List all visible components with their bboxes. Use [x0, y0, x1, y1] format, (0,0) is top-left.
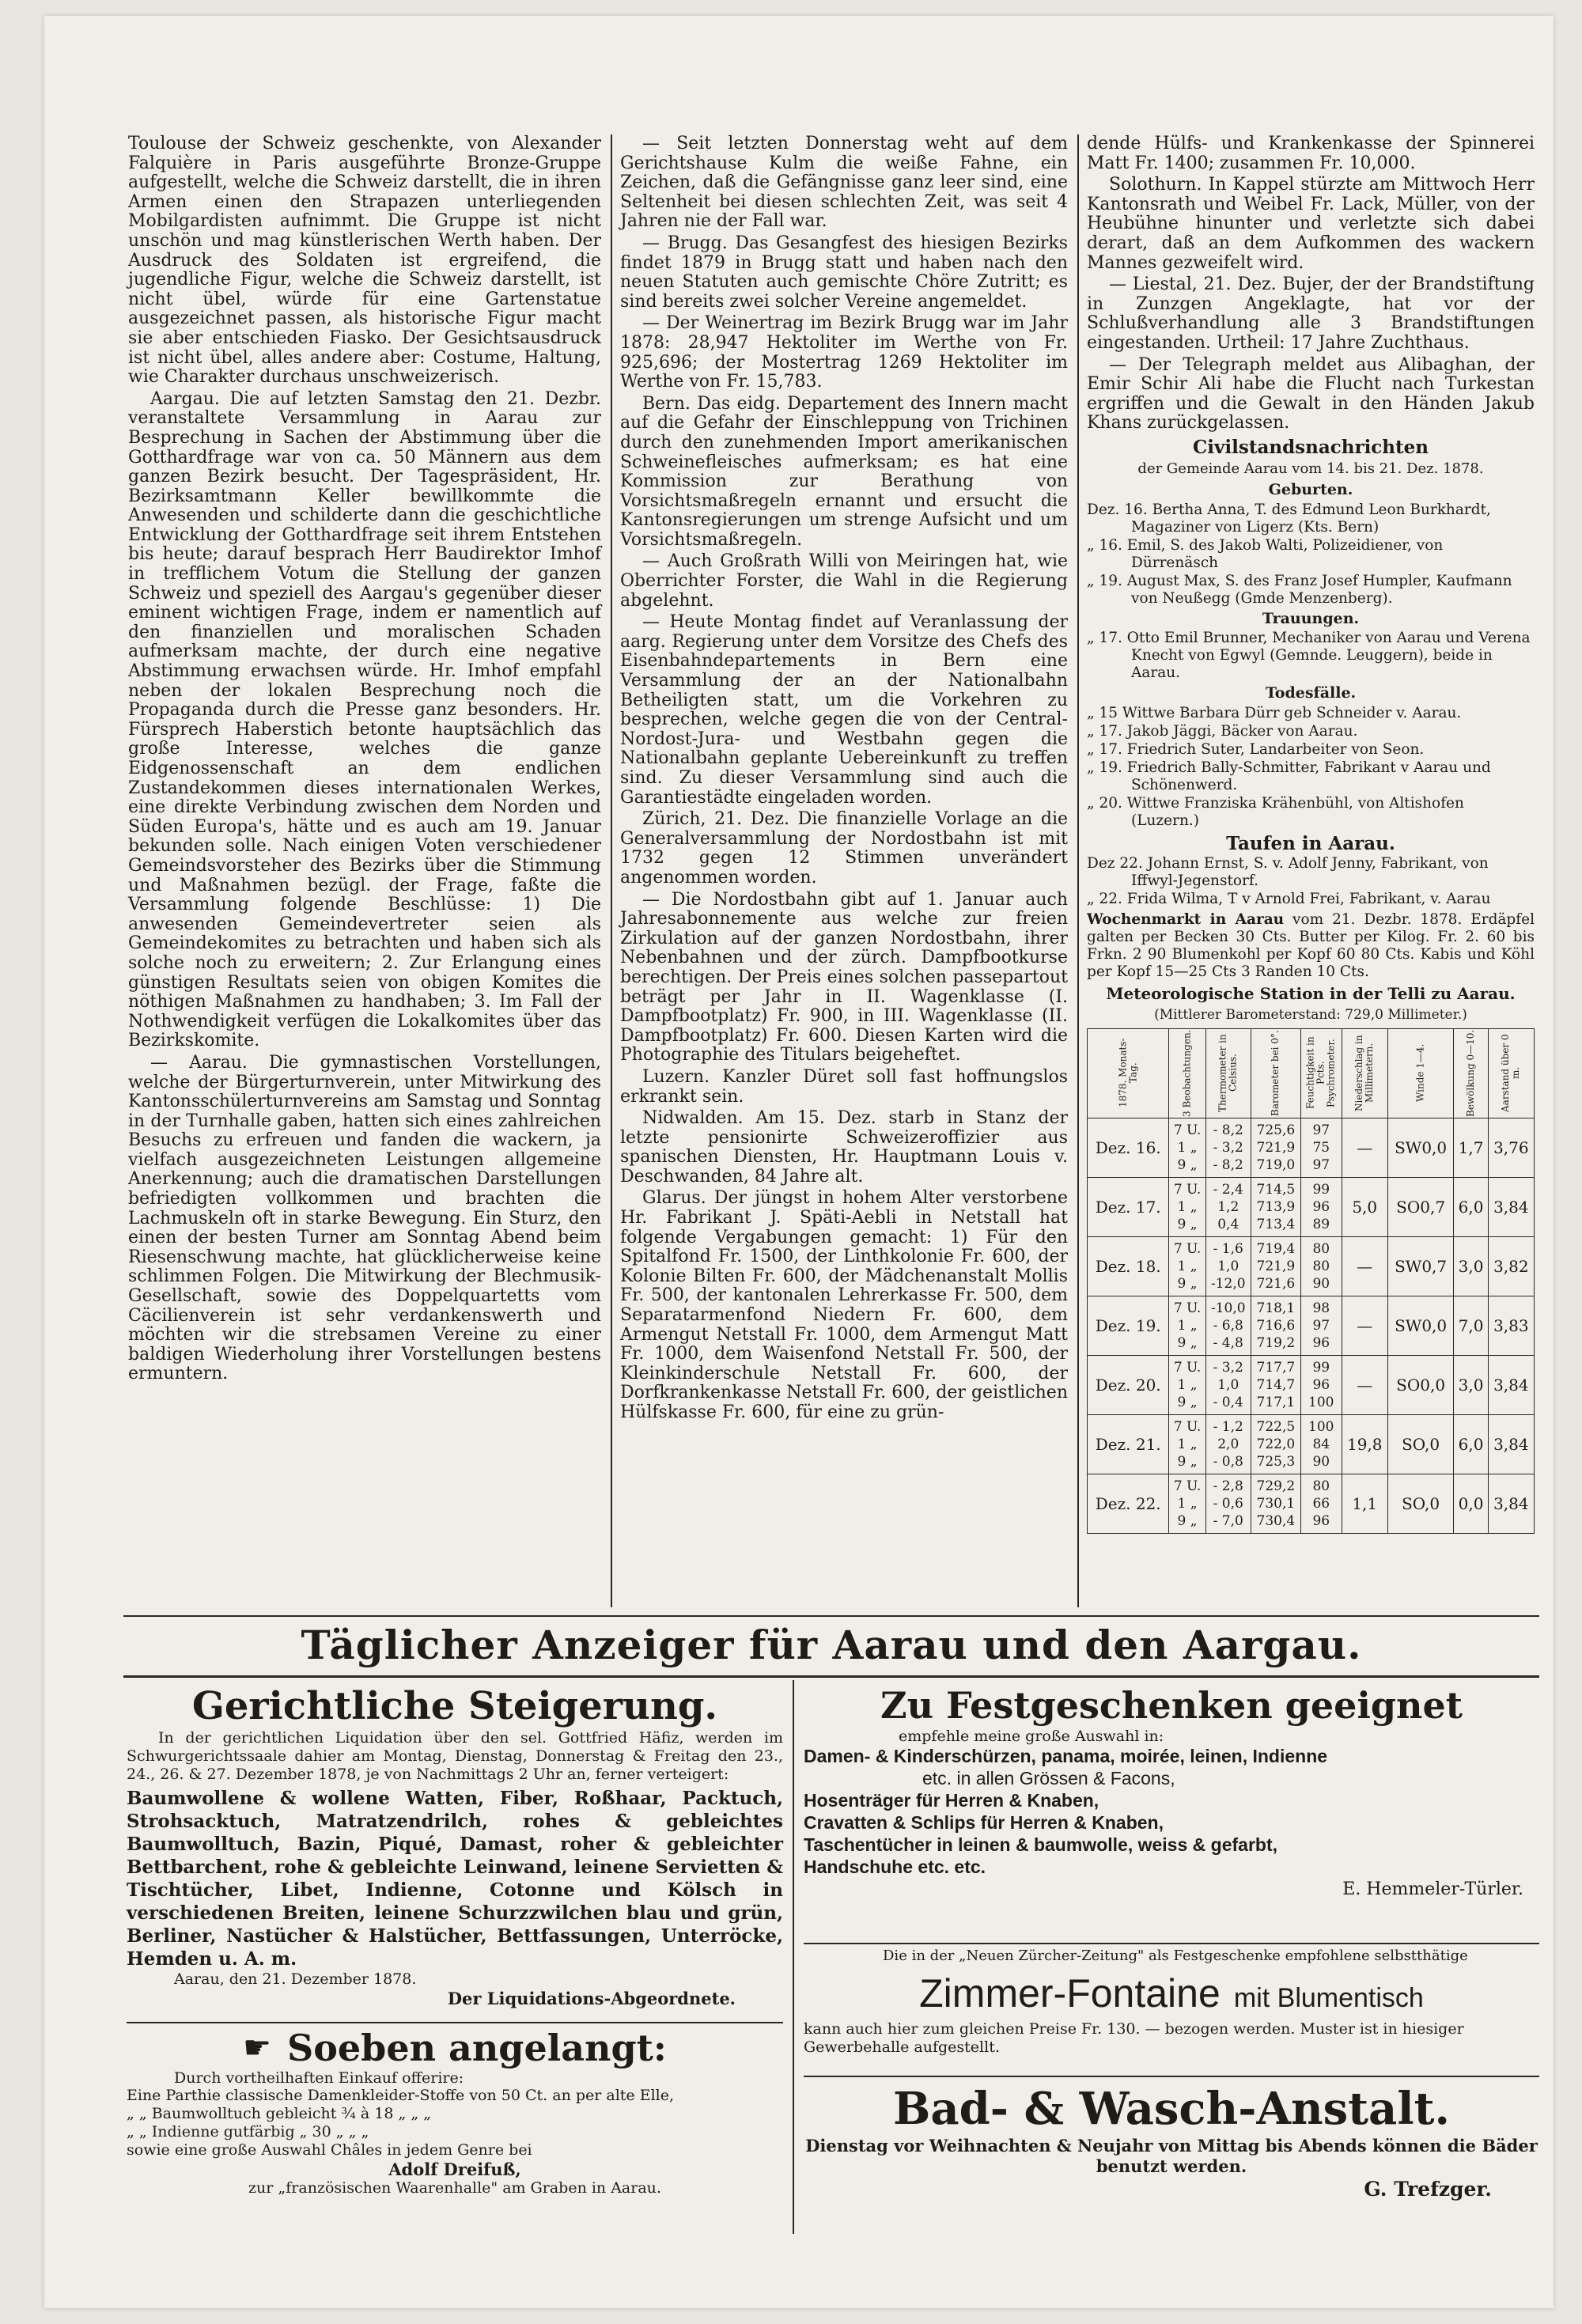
meteo-header: Aarstand über 0 m.	[1488, 1028, 1534, 1118]
table-cell-day: Dez. 16.	[1088, 1118, 1169, 1177]
column-3	[1087, 134, 1535, 1534]
ad-title-row	[804, 1970, 1539, 2017]
table-row	[1088, 1177, 1535, 1236]
table-cell-day: Dez. 17.	[1088, 1177, 1169, 1236]
ad-line: Handschuhe etc. etc.	[804, 1857, 986, 1877]
ad-gift-items	[804, 1683, 1539, 1902]
table-cell-cloud: 6,0	[1454, 1177, 1488, 1236]
table-cell-wind: SO,0	[1387, 1474, 1454, 1533]
article-glarus: Glarus. Der jüngst in hohem Alter verstorbene Hr. Fabrikant J. Späti-Aebli in Netstall hat folgende Vergabungen gemacht: 1) Für den Spitalfond Fr. 1500, der Linthkolonie Fr. 600, der Kolonie Bilten Fr. 600, der Mädchenanstalt Mollis Fr. 500, der kantonalen Lehrerkasse Fr. 500, dem Separatarmenfond Niedern Fr. 600, dem Armengut Netstall Fr. 1000, dem Armengut Matt Fr. 1000, dem Waisenfond Netstall Fr. 500, der Kleinkinderschule Netstall Fr. 600, der Dorfkrankenkasse Netstall Fr. 600, der geistlichen Hülfskasse Fr. 600, für eine zu grün-	[620, 1188, 1068, 1422]
table-cell-obs: 7 U. 1 „ 9 „	[1169, 1414, 1205, 1474]
table-cell-river: 3,84	[1488, 1474, 1534, 1533]
list-item: „ 16. Emil, S. des Jakob Walti, Polizeidiener, von Dürrenäsch	[1087, 536, 1444, 571]
meteo-table	[1087, 1028, 1535, 1534]
article-brugg-song: — Brugg. Das Gesangfest des hiesigen Bezirks findet 1879 in Brugg statt und haben nach den neuen Statuten auch gemischte Chöre Zutritt; es sind bereits zwei solcher Vereine angemeldet.	[620, 233, 1068, 312]
list-item: „ 17. Jakob Jäggi, Bäcker von Aarau.	[1087, 722, 1358, 740]
table-cell-cloud: 1,7	[1454, 1118, 1488, 1177]
ad-line: „ „ Baumwolltuch gebleicht ¾ à 18 „ „ „	[127, 2105, 432, 2122]
ad-lead: In der gerichtlichen Liquidation über den sel. Gottfried Häfiz, werden im Schwurgerichtssaale dahier am Montag, Dienstag, Donnerstag & Freitag den 23., 24., 26. & 27. Dezember 1878, je von Nachmittags 2 Uhr an, ferner verteigert:	[127, 1729, 783, 1783]
ad-subtitle: mit Blumentisch	[1233, 1983, 1424, 2013]
pointing-hand-icon: ☛	[243, 2030, 271, 2066]
table-cell-temp: - 1,6 1,0 -12,0	[1205, 1236, 1251, 1296]
article-nationalbahn: — Heute Montag findet auf Veranlassung der aarg. Regierung unter dem Vorsitze des Chefs des Eisenbahndepartements in Bern eine Versammlung der an der Nationalbahn Betheiligten statt, um die Vorkehren zu besprechen, welche gegen die von der Central-Nordost-Jura- und Westbahn gegen die Nationalbahn geplante Uebereinkunft zu treffen sind. Zu dieser Versammlung sind auch die Garantiestädte eingeladen worden.	[620, 612, 1068, 808]
meteo-table-body	[1088, 1118, 1535, 1533]
table-cell-obs: 7 U. 1 „ 9 „	[1169, 1177, 1205, 1236]
table-cell-baro: 718,1 716,6 719,2	[1251, 1296, 1300, 1355]
ad-lead: empfehle meine große Auswahl in:	[899, 1728, 1164, 1745]
market-text: vom 21. Dezbr. 1878. Erdäpfel galten per Becken 30 Cts. Butter per Kilog. Fr. 2. 60 bis Frkn. 2 90 Blumenkohl per Kopf 60 80 Cts. Kabis und Köhl per Kopf 15—25 Cts 3 Randen 10 Cts.	[1087, 911, 1535, 981]
article-telegraph: — Der Telegraph meldet aus Alibaghan, der Emir Schir Ali habe die Flucht nach Turkestan ergriffen und die Gewalt in den Händen Jakub Khans zurückgelassen.	[1087, 354, 1535, 433]
table-cell-rain: —	[1342, 1355, 1387, 1414]
table-cell-cloud: 3,0	[1454, 1236, 1488, 1296]
ad-signature: Der Liquidations-Abgeordnete.	[447, 1989, 736, 2008]
article-nordostbahn: — Die Nordostbahn gibt auf 1. Januar auch Jahresabonnemente aus welche zur freien Zirkulation auf der ganzen Nordostbahn, ihrer Nebenbahnen und der zürch. Dampfbootkurse berechtigen. Der Preis eines solchen passepartout beträgt per Jahr in II. Wagenklasse (I. Dampfbootplatz) Fr. 900, in III. Wagenklasse (II. Dampfbootplatz) Fr. 600. Diesen Karten wird die Photographie des Titulars beigeheftet.	[620, 889, 1068, 1065]
article-aargau-gotthard: Aargau. Die auf letzten Samstag den 21. Dezbr. veranstaltete Versammlung in Aarau zur Besprechung in Sachen der Abstimmung über die Gotthardfrage war von ca. 50 Männern aus dem ganzen Bezirk besucht. Der Tagespräsident, Hr. Bezirksamtmann Keller bewillkommte die Anwesenden und schilderte dann die geschichtliche Entwicklung der Gotthardfrage seit ihrem Entstehen bis heute; darauf besprach Herr Baudirektor Imhof in trefflichem Votum die Stellung der ganzen Schweiz und speziell des Aargau's gegenüber dieser eminent wichtigen Frage, indem er namentlich auf den finanziellen und moralischen Schaden aufmerksam machte, der durch eine negative Abstimmung erwachsen würde. Hr. Imhof empfahl neben der lokalen Besprechung noch die Propaganda durch die Presse ganz besonders. Hr. Fürsprech Haberstich betonte hauptsächlich das große Interesse, welches die ganze Eidgenossenschaft an dem endlichen Zustandekommen dieses internationalen Werkes, eine direkte Verbindung zwischen dem Norden und Süden Europa's, hätte und es auch am 19. Januar bekunden solle. Nach einigen Voten verschiedener Gemeindsvorsteher des Bezirks über die Stimmung und Maßnahmen bezügl. der Frage, faßte die Versammlung folgende Beschlüsse: 1) Die anwesenden Gemeindevertreter seien als Gemeindekomites zu betrachten und haben sich als solche noch zu erweitern; 2. Zur Erlangung eines günstigen Resultats seien von obigen Komites die nöthigen Maßnahmen zu handhaben; 3. Im Fall der Nothwendigkeit verfügen die Lokalkomites über das Bezirkskomite.	[128, 388, 601, 1051]
table-cell-baro: 714,5 713,9 713,4	[1251, 1177, 1300, 1236]
meteo-header: Thermometer in Celsius.	[1205, 1028, 1251, 1118]
table-cell-cloud: 0,0	[1454, 1474, 1488, 1533]
table-cell-river: 3,82	[1488, 1236, 1534, 1296]
ad-title: Bad- & Wasch-Anstalt.	[893, 2083, 1450, 2135]
list-item: Dez. 16. Bertha Anna, T. des Edmund Leon Burkhardt, Magaziner von Ligerz (Kts. Bern)	[1087, 501, 1491, 536]
column-divider	[611, 134, 612, 1607]
table-cell-temp: -10,0 - 6,8 - 4,8	[1205, 1296, 1251, 1355]
meteo-header: Barometer bei 0°.	[1251, 1028, 1300, 1118]
ad-title: Soeben angelangt:	[287, 2027, 667, 2069]
list-item: „ 22. Frida Wilma, T v Arnold Frei, Fabrikant, v. Aarau	[1087, 891, 1491, 908]
table-cell-rain: 19,8	[1342, 1414, 1387, 1474]
table-row	[1088, 1296, 1535, 1355]
table-cell-hum: 99 96 89	[1300, 1177, 1342, 1236]
table-cell-baro: 722,5 722,0 725,3	[1251, 1414, 1300, 1474]
ad-separator	[804, 2076, 1539, 2077]
list-item: Dez 22. Johann Ernst, S. v. Adolf Jenny, Fabrikant, von Iffwyl-Jegenstorf.	[1087, 855, 1489, 890]
ad-body: kann auch hier zum gleichen Preise Fr. 130. — bezogen werden. Muster ist in hiesiger Gewerbehalle aufgestellt.	[804, 2020, 1464, 2056]
table-cell-wind: SW0,0	[1387, 1296, 1454, 1355]
meteo-header: Feuchtigkeit in Pcts. Psychrometer.	[1300, 1028, 1342, 1118]
ad-address: zur „französischen Waarenhalle" am Graben in Aarau.	[248, 2179, 661, 2197]
weekly-market	[1087, 911, 1535, 981]
article-aarau-gymnastics: — Aarau. Die gymnastischen Vorstellungen, welche der Bürgerturnverein, unter Mitwirkung des Kantonsschülerturnvereins am Samstag und Sonntag in der Turnhalle gaben, hatten sich eines zahlreichen Besuchs zu erfreuen und fanden die wackern, ja vielfach ausgezeichneten Leistungen allgemeine Anerkennung; auch die dramatischen Darstellungen befriedigten vollkommen und brachten die Lachmuskeln oft in starke Bewegung. Ein Sturz, den einen der besten Turner am Sonntag Abend beim Riesenschwung machte, hat glücklicherweise keine schlimmen Folgen. Die Mitwirkung der Blechmusik-Gesellschaft, sowie des Doppelquartetts vom Cäcilienverein ist sehr verdankenswerth und möchten wir die strebsamen Vereine zu einer baldigen Wiederholung ihrer Vorstellungen bestens ermuntern.	[128, 1052, 601, 1384]
civil-registry-title: Civilstandsnachrichten	[1192, 436, 1429, 458]
table-cell-day: Dez. 22.	[1088, 1474, 1169, 1533]
table-cell-rain: 1,1	[1342, 1474, 1387, 1533]
table-cell-temp: - 2,8 - 0,6 - 7,0	[1205, 1474, 1251, 1533]
table-cell-cloud: 6,0	[1454, 1414, 1488, 1474]
newspaper-page	[44, 16, 1554, 2308]
ad-title-row	[127, 2027, 783, 2069]
table-cell-hum: 80 66 96	[1300, 1474, 1342, 1533]
ad-divider	[793, 1680, 794, 2234]
ad-date: Aarau, den 21. Dezember 1878.	[174, 1970, 417, 1988]
ad-signature: G. Trefzger.	[1364, 2178, 1492, 2201]
table-cell-wind: SO0,7	[1387, 1177, 1454, 1236]
table-cell-river: 3,84	[1488, 1177, 1534, 1236]
list-item: „ 19. Friedrich Bally-Schmitter, Fabrikant v Aarau und Schönenwerd.	[1087, 759, 1491, 793]
ad-line: etc. in allen Grössen & Facons,	[922, 1768, 1175, 1788]
table-cell-day: Dez. 18.	[1088, 1236, 1169, 1296]
ad-separator	[804, 1943, 1539, 1944]
table-cell-day: Dez. 20.	[1088, 1355, 1169, 1414]
ad-court-auction	[127, 1683, 783, 2008]
article-brugg-wine: — Der Weinertrag im Bezirk Brugg war im Jahr 1878: 28,947 Hektoliter im Werthe von Fr. 925,696; der Mostertrag 1269 Hektoliter im Werthe von Fr. 15,783.	[620, 313, 1068, 392]
banner-rule-bottom	[123, 1675, 1539, 1678]
meteo-title: Meteorologische Station in der Telli zu Aarau.	[1106, 984, 1516, 1004]
table-cell-temp: - 1,2 2,0 - 0,8	[1205, 1414, 1251, 1474]
table-cell-obs: 7 U. 1 „ 9 „	[1169, 1118, 1205, 1177]
table-cell-obs: 7 U. 1 „ 9 „	[1169, 1296, 1205, 1355]
ad-line: Hosenträger für Herren & Knaben,	[804, 1790, 1099, 1811]
column-2	[620, 134, 1068, 1425]
table-cell-temp: - 3,2 1,0 - 0,4	[1205, 1355, 1251, 1414]
ad-lead: Die in der „Neuen Zürcher-Zeitung" als Festgeschenke empfohlene selbstthätige	[883, 1947, 1468, 1964]
table-row	[1088, 1118, 1535, 1177]
ad-line: Eine Parthie classische Damenkleider-Stoffe von 50 Ct. an per alte Elle,	[127, 2087, 675, 2104]
table-cell-baro: 717,7 714,7 717,1	[1251, 1355, 1300, 1414]
table-cell-river: 3,76	[1488, 1118, 1534, 1177]
ad-title: Gerichtliche Steigerung.	[191, 1684, 718, 1728]
marriages-heading: Trauungen.	[1262, 609, 1360, 627]
ad-room-fountain	[804, 1947, 1539, 2057]
list-item: „ 17. Friedrich Suter, Landarbeiter von Seon.	[1087, 740, 1425, 758]
table-cell-rain: —	[1342, 1296, 1387, 1355]
table-cell-temp: - 2,4 1,2 0,4	[1205, 1177, 1251, 1236]
ad-line: sowie eine große Auswahl Châles in jedem Genre bei	[127, 2141, 532, 2159]
table-cell-temp: - 8,2 - 3,2 - 8,2	[1205, 1118, 1251, 1177]
ad-line: Damen- & Kinderschürzen, panama, moirée, leinen, Indienne	[804, 1746, 1328, 1766]
table-cell-day: Dez. 21.	[1088, 1414, 1169, 1474]
table-cell-wind: SW0,7	[1387, 1236, 1454, 1296]
civil-registry-subtitle: der Gemeinde Aarau vom 14. bis 21. Dez. 1878.	[1137, 460, 1484, 477]
births-heading: Geburten.	[1268, 481, 1353, 499]
column-1	[128, 134, 601, 1387]
ad-title: Zu Festgeschenken geeignet	[880, 1684, 1463, 1727]
table-cell-baro: 719,4 721,9 721,6	[1251, 1236, 1300, 1296]
article-kulm: — Seit letzten Donnerstag weht auf dem Gerichtshause Kulm die weiße Fahne, ein Zeichen, daß die Gefängnisse ganz leer sind, eine Seltenheit bei diesen schlechten Zeit, was seit 4 Jahren nie der Fall war.	[620, 134, 1068, 232]
table-cell-obs: 7 U. 1 „ 9 „	[1169, 1474, 1205, 1533]
meteo-header: Winde 1—4.	[1387, 1028, 1454, 1118]
ad-items: Baumwollene & wollene Watten, Fiber, Roßhaar, Packtuch, Strohsacktuch, Matratzendrilch, rohes & gebleichtes Baumwolltuch, Bazin, Piqué, Damast, roher & gebleichter Bettbarchent, rohe & gebleichte Leinwand, leinene Servietten & Tischtücher, Libet, Indienne, Cotonne und Kölsch in verschiedenen Breiten, leinene Schurzzwilchen blau und grün, Berliner, Nastücher & Halstücher, Bettfassungen, Unterröcke, Hemden u. A. m.	[127, 1788, 783, 1970]
article-glarus-cont: dende Hülfs- und Krankenkasse der Spinnerei Matt Fr. 1400; zusammen Fr. 10,000.	[1087, 134, 1535, 173]
deaths-heading: Todesfälle.	[1265, 684, 1357, 702]
table-row	[1088, 1236, 1535, 1296]
table-cell-day: Dez. 19.	[1088, 1296, 1169, 1355]
table-cell-hum: 98 97 96	[1300, 1296, 1342, 1355]
ad-line: Cravatten & Schlips für Herren & Knaben,	[804, 1812, 1164, 1833]
list-item: „ 17. Otto Emil Brunner, Mechaniker von Aarau und Verena Knecht von Egwyl (Gemnde. Leuggern), beide in Aarau.	[1087, 630, 1531, 682]
table-cell-rain: —	[1342, 1236, 1387, 1296]
ad-line: Taschentücher in leinen & baumwolle, weiss & gefarbt,	[804, 1834, 1277, 1855]
column-divider	[1077, 134, 1079, 1607]
list-item: „ 15 Wittwe Barbara Dürr geb Schneider v. Aarau.	[1087, 704, 1462, 721]
table-row	[1088, 1474, 1535, 1533]
table-cell-hum: 100 84 90	[1300, 1414, 1342, 1474]
meteo-subtitle: (Mittlerer Barometerstand: 729,0 Millimeter.)	[1154, 1007, 1467, 1024]
table-cell-wind: SO,0	[1387, 1414, 1454, 1474]
meteo-header: 3 Beobachtungen.	[1169, 1028, 1205, 1118]
article-zurich: Zürich, 21. Dez. Die finanzielle Vorlage an die Generalversammlung der Nordostbahn ist mit 1732 gegen 12 Stimmen unverändert angenommen worden.	[620, 809, 1068, 888]
table-cell-river: 3,84	[1488, 1355, 1534, 1414]
list-item: „ 19. August Max, S. des Franz Josef Humpler, Kaufmann von Neußegg (Gmde Menzenberg).	[1087, 572, 1512, 607]
ad-title: Zimmer-Fontaine	[919, 1971, 1221, 2016]
table-cell-baro: 729,2 730,1 730,4	[1251, 1474, 1300, 1533]
article-luzern: Luzern. Kanzler Düret soll fast hoffnungslos erkrankt sein.	[620, 1066, 1068, 1107]
table-cell-rain: —	[1342, 1118, 1387, 1177]
table-cell-hum: 80 80 90	[1300, 1236, 1342, 1296]
meteo-header: Bewölkung 0—10.	[1454, 1028, 1488, 1118]
market-lead: Wochenmarkt in Aarau	[1087, 911, 1285, 929]
ad-body: Dienstag vor Weihnachten & Neujahr von Mittag bis Abends können die Bäder benutzt werden.	[805, 2136, 1538, 2176]
article-solothurn: Solothurn. In Kappel stürzte am Mittwoch Herr Kantonsrath und Weibel Fr. Lack, Müller, von der Heubühne hinunter und verletzte sich dabei derart, daß an dem Aufkommen des wackern Mannes gezweifelt wird.	[1087, 175, 1535, 273]
ad-name: Adolf Dreifuß,	[388, 2159, 521, 2179]
table-cell-river: 3,84	[1488, 1414, 1534, 1474]
table-cell-hum: 97 75 97	[1300, 1118, 1342, 1177]
meteo-header: 1878. Monats-Tag.	[1088, 1028, 1169, 1118]
table-cell-cloud: 3,0	[1454, 1355, 1488, 1414]
banner-title: Täglicher Anzeiger für Aarau und den Aargau.	[301, 1622, 1362, 1668]
ad-signature: E. Hemmeler-Türler.	[1342, 1879, 1523, 1899]
meteo-header: Niederschlag in Millimetern.	[1342, 1028, 1387, 1118]
article-nidwalden: Nidwalden. Am 15. Dez. starb in Stanz der letzte pensionirte Schweizeroffizier aus spanischen Diensten, Hr. Hauptmann Louis v. Deschwanden, 84 Jahre alt.	[620, 1108, 1068, 1187]
table-cell-obs: 7 U. 1 „ 9 „	[1169, 1355, 1205, 1414]
ad-just-arrived	[127, 2027, 783, 2197]
baptisms-heading: Taufen in Aarau.	[1226, 832, 1395, 854]
article-liestal: — Liestal, 21. Dez. Bujer, der der Brandstiftung in Zunzgen Angeklagte, hat vor der Schlußverhandlung alle 3 Brandstiftungen eingestanden. Urtheil: 17 Jahre Zuchthaus.	[1087, 274, 1535, 353]
ad-line: „ „ Indienne gutfärbig „ 30 „ „ „	[127, 2123, 369, 2140]
ad-bath-house	[804, 2082, 1539, 2202]
ad-separator	[127, 2022, 783, 2023]
table-cell-rain: 5,0	[1342, 1177, 1387, 1236]
table-cell-river: 3,83	[1488, 1296, 1534, 1355]
ad-lead: Durch vortheilhaften Einkauf offerire:	[174, 2069, 464, 2087]
table-row	[1088, 1355, 1535, 1414]
article-willi: — Auch Großrath Willi von Meiringen hat, wie Oberrichter Forster, die Wahl in die Regierung abgelehnt.	[620, 551, 1068, 611]
banner-rule-top	[123, 1615, 1539, 1617]
table-row	[1088, 1414, 1535, 1474]
table-cell-hum: 99 96 100	[1300, 1355, 1342, 1414]
table-cell-wind: SW0,0	[1387, 1118, 1454, 1177]
list-item: „ 20. Wittwe Franziska Krähenbühl, von Altishofen (Luzern.)	[1087, 794, 1464, 829]
article-bronze-group: Toulouse der Schweiz geschenkte, von Alexander Falquière in Paris ausgeführte Bronze-Gruppe aufgestellt, welche die Schweiz darstellt, die in ihren Armen einen den Strapazen unterliegenden Mobilgardisten aufnimmt. Die Gruppe ist nicht unschön und mag künstlerischen Werth haben. Der Ausdruck des Soldaten ist ergreifend, die jugendliche Figur, welche die Schweiz darstellt, ist nicht übel, würde für eine Gartenstatue ausgezeichnet passen, als historische Figur macht sie aber entschieden Fiasko. Der Gesichtsausdruck ist nicht übel, alles andere aber: Costume, Haltung, wie Charakter durchaus unschweizerisch.	[128, 134, 601, 388]
table-cell-cloud: 7,0	[1454, 1296, 1488, 1355]
table-cell-obs: 7 U. 1 „ 9 „	[1169, 1236, 1205, 1296]
article-bern-trichinae: Bern. Das eidg. Departement des Innern macht auf die Gefahr der Einschleppung von Trichinen durch den zunehmenden Import amerikanischen Schweinefleisches aufmerksam; es hat eine Kommission zur Berathung von Vorsichtsmaßregeln ernannt und ersucht die Kantonsregierungen um strenge Aufsicht und um Vorsichtsmaßregeln.	[620, 393, 1068, 550]
table-cell-wind: SO0,0	[1387, 1355, 1454, 1414]
table-cell-baro: 725,6 721,9 719,0	[1251, 1118, 1300, 1177]
